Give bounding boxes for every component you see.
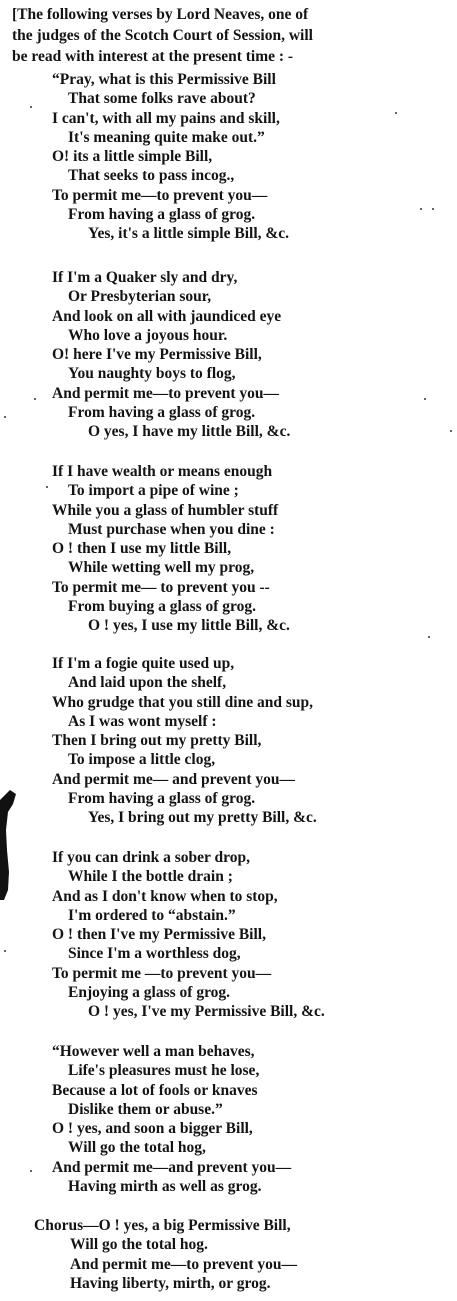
- print-speck: [420, 208, 422, 210]
- verse-line: Because a lot of fools or knaves: [52, 1081, 258, 1099]
- verse-line: If I'm a Quaker sly and dry,: [52, 269, 238, 286]
- verse-line: To impose a little clog,: [68, 751, 216, 769]
- verse-line: Life's pleasures must he lose,: [68, 1062, 260, 1080]
- verse-line: Must purchase when you dine :: [68, 520, 275, 538]
- verse-line: While you a glass of humbler stuff: [52, 501, 279, 519]
- verse-line: And look on all with jaundiced eye: [52, 307, 282, 325]
- ink-blot: [0, 790, 22, 900]
- print-speck: [30, 106, 32, 108]
- verse-line: O ! then I use my little Bill,: [52, 540, 232, 558]
- stanza: [0, 848, 457, 1022]
- verse-line: Will go the total hog,: [68, 1139, 206, 1157]
- intro-line: [The following verses by Lord Neaves, one of: [12, 6, 309, 23]
- print-speck: [450, 430, 452, 432]
- verse-line: From having a glass of grog.: [68, 404, 256, 422]
- verse-line: To permit me —to prevent you—: [52, 964, 272, 982]
- verse-line: If I have wealth or means enough: [52, 463, 273, 480]
- verse-line: While I the bottle drain ;: [68, 868, 233, 886]
- chorus-line: Will go the total hog.: [70, 1236, 208, 1254]
- verse-line: If you can drink a sober drop,: [52, 849, 250, 866]
- verse-line: “However well a man behaves,: [52, 1043, 255, 1060]
- print-speck: [4, 950, 6, 952]
- verse-line: To permit me—to prevent you—: [52, 186, 268, 204]
- verse-line: To import a pipe of wine ;: [68, 482, 239, 500]
- verse-line: If I'm a fogie quite used up,: [52, 655, 235, 672]
- verse-line: O ! yes, I use my little Bill, &c.: [88, 617, 290, 635]
- chorus-line: Having liberty, mirth, or grog.: [70, 1274, 271, 1292]
- print-speck: [46, 486, 48, 488]
- verse-line: O! its a little simple Bill,: [52, 148, 213, 166]
- verse-line: You naughty boys to flog,: [68, 365, 236, 383]
- verse-line: O yes, I have my little Bill, &c.: [88, 423, 291, 441]
- verse-line: Dislike them or abuse.”: [68, 1100, 223, 1118]
- verse-line: From having a glass of grog.: [68, 790, 256, 808]
- stanza: [0, 268, 457, 442]
- stanza: [0, 462, 457, 636]
- chorus-line: Chorus—O ! yes, a big Permissive Bill,: [34, 1217, 291, 1234]
- verse-line: Then I bring out my pretty Bill,: [52, 732, 262, 750]
- intro-line: be read with interest at the present time : -: [12, 48, 294, 65]
- verse-line: Who love a joyous hour.: [68, 326, 228, 344]
- print-speck: [395, 112, 397, 114]
- print-speck: [4, 416, 6, 418]
- print-speck: [424, 398, 426, 400]
- verse-line: And permit me—and prevent you—: [52, 1158, 292, 1176]
- verse-line: To permit me— to prevent you --: [52, 578, 270, 596]
- verse-line: As I was wont myself :: [68, 712, 217, 730]
- print-speck: [30, 1170, 32, 1172]
- verse-line: From having a glass of grog.: [68, 206, 256, 224]
- verse-line: O! here I've my Permissive Bill,: [52, 346, 262, 364]
- chorus-line: And permit me—to prevent you—: [70, 1255, 298, 1273]
- verse-line: I'm ordered to “abstain.”: [68, 906, 236, 924]
- stanza: [0, 70, 457, 244]
- verse-line: And laid upon the shelf,: [68, 674, 227, 692]
- verse-line: And permit me— and prevent you—: [52, 770, 295, 788]
- print-speck: [432, 208, 434, 210]
- print-speck: [428, 636, 430, 638]
- intro-line: the judges of the Scotch Court of Session, will: [12, 27, 313, 44]
- editorial-intro: [12, 4, 456, 67]
- verse-line: O ! then I've my Permissive Bill,: [52, 926, 266, 944]
- chorus: [0, 1216, 457, 1293]
- verse-line: From buying a glass of grog.: [68, 598, 257, 616]
- verse-line: That seeks to pass incog.,: [68, 167, 235, 185]
- verse-line: O ! yes, I've my Permissive Bill, &c.: [88, 1003, 325, 1021]
- verse-line: And as I don't know when to stop,: [52, 887, 278, 905]
- print-speck: [34, 398, 36, 400]
- verse-line: Enjoying a glass of grog.: [68, 984, 231, 1002]
- verse-line: Who grudge that you still dine and sup,: [52, 693, 313, 711]
- verse-line: O ! yes, and soon a bigger Bill,: [52, 1120, 253, 1138]
- stanza: [0, 1042, 457, 1196]
- verse-line: Or Presbyterian sour,: [68, 288, 212, 306]
- verse-line: Since I'm a worthless dog,: [68, 945, 241, 963]
- verse-line: Yes, it's a little simple Bill, &c.: [88, 225, 290, 243]
- verse-line: That some folks rave about?: [68, 90, 256, 108]
- verse-line: While wetting well my prog,: [68, 559, 255, 577]
- verse-line: Yes, I bring out my pretty Bill, &c.: [88, 809, 317, 827]
- verse-line: Having mirth as well as grog.: [68, 1178, 262, 1196]
- verse-line: “Pray, what is this Permissive Bill: [52, 71, 276, 88]
- verse-line: It's meaning quite make out.”: [68, 128, 265, 146]
- verse-line: I can't, with all my pains and skill,: [52, 109, 280, 127]
- stanza: [0, 654, 457, 828]
- verse-line: And permit me—to prevent you—: [52, 384, 280, 402]
